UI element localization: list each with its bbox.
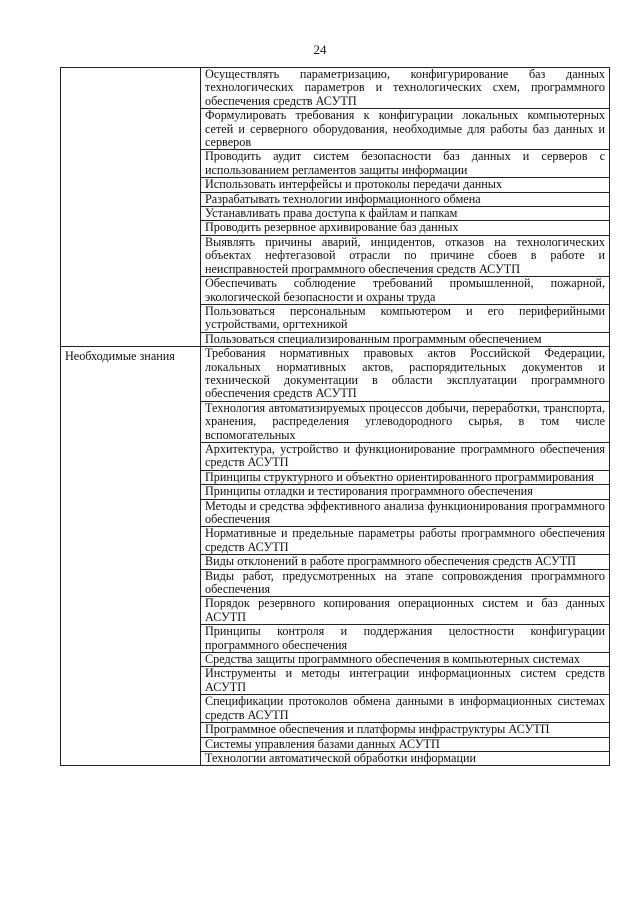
- table-cell: Архитектура, устройство и функционирование программного обеспечения средств АСУТП: [201, 442, 610, 470]
- table-cell: Методы и средства эффективного анализа функционирования программного обеспечения: [201, 499, 610, 527]
- table-cell: Порядок резервного копирования операционных систем и баз данных АСУТП: [201, 597, 610, 625]
- table-cell: Проводить резервное архивирование баз данных: [201, 221, 610, 235]
- table-cell: Системы управления базами данных АСУТП: [201, 737, 610, 751]
- knowledge-label: Необходимые знания: [65, 349, 175, 364]
- table-row: [61, 347, 610, 402]
- table-cell: Нормативные и предельные параметры работы программного обеспечения средств АСУТП: [201, 527, 610, 555]
- table-cell: Принципы отладки и тестирования программного обеспечения: [201, 485, 610, 499]
- table-cell: Проводить аудит систем безопасности баз данных и серверов с использованием регламентов защиты информации: [201, 150, 610, 178]
- table-cell: Выявлять причины аварий, инцидентов, отказов на технологических объектах нефтегазовой отрасли по причине сбоев в работе и неисправностей программного обеспечения средств АСУТП: [201, 235, 610, 276]
- table-cell: Формулировать требования к конфигурации локальных компьютерных сетей и серверного оборудования, необходимые для работы баз данных и серверов: [201, 109, 610, 150]
- page-number: 24: [313, 42, 327, 57]
- table-cell: Спецификации протоколов обмена данными в информационных системах средств АСУТП: [201, 695, 610, 723]
- table-cell: Требования нормативных правовых актов Российской Федерации, локальных нормативных актов, распорядительных документов и технической документации в области эксплуатации программного обеспечения средств АСУТП: [201, 347, 610, 402]
- knowledge-label-cell: [61, 347, 201, 766]
- table-cell: Осуществлять параметризацию, конфигурирование баз данных технологических параметров и технологических схем, программного обеспечения средств АСУТП: [201, 68, 610, 109]
- table-cell: Пользоваться специализированным программным обеспечением: [201, 332, 610, 346]
- table-cell: Технологии автоматической обработки информации: [201, 751, 610, 765]
- table-cell: Виды отклонений в работе программного обеспечения средств АСУТП: [201, 555, 610, 569]
- table-cell: Использовать интерфейсы и протоколы передачи данных: [201, 178, 610, 192]
- table-cell: Виды работ, предусмотренных на этапе сопровождения программного обеспечения: [201, 569, 610, 597]
- table-cell: Принципы контроля и поддержания целостности конфигурации программного обеспечения: [201, 625, 610, 653]
- table-row: [61, 68, 610, 109]
- requirements-table: [60, 67, 610, 766]
- abilities-label-cell: [61, 68, 201, 347]
- table-cell: Обеспечивать соблюдение требований промышленной, пожарной, экологической безопасности и охраны труда: [201, 277, 610, 305]
- table-cell: Технология автоматизируемых процессов добычи, переработки, транспорта, хранения, распределения углеводородного сырья, в том числе вспомогательных: [201, 401, 610, 442]
- table-cell: Принципы структурного и объектно ориентированного программирования: [201, 470, 610, 484]
- abilities-label: [65, 68, 196, 71]
- table-cell: Инструменты и методы интеграции информационных систем средств АСУТП: [201, 667, 610, 695]
- table-cell: Разрабатывать технологии информационного обмена: [201, 192, 610, 206]
- table-cell: Средства защиты программного обеспечения в компьютерных системах: [201, 653, 610, 667]
- table-cell: Программное обеспечения и платформы инфраструктуры АСУТП: [201, 723, 610, 737]
- table-cell: Устанавливать права доступа к файлам и папкам: [201, 207, 610, 221]
- table-cell: Пользоваться персональным компьютером и его периферийными устройствами, оргтехникой: [201, 304, 610, 332]
